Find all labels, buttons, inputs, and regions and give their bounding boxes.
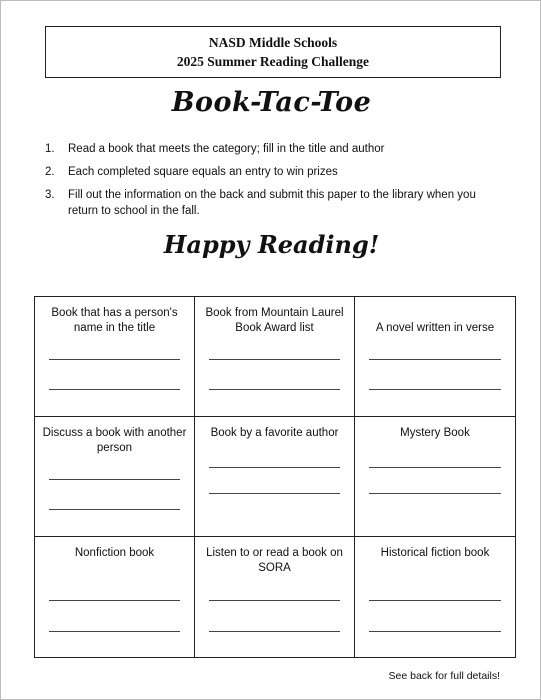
author-entry-line[interactable] bbox=[49, 631, 180, 632]
grid-cell bbox=[355, 537, 515, 657]
author-entry-line[interactable] bbox=[209, 631, 340, 632]
cell-category: Listen to or read a book on SORA bbox=[206, 547, 343, 574]
footer-note: See back for full details! bbox=[388, 670, 500, 682]
title-entry-line[interactable] bbox=[209, 600, 340, 601]
grid-cell bbox=[195, 417, 355, 537]
grid-cell bbox=[355, 297, 515, 417]
instruction-text: Each completed square equals an entry to win prizes bbox=[68, 166, 338, 178]
instruction-text: Read a book that meets the category; fill in the title and author bbox=[68, 143, 385, 155]
title-entry-line[interactable] bbox=[209, 467, 340, 468]
cell-category: A novel written in verse bbox=[375, 322, 495, 334]
grid-cell bbox=[35, 297, 195, 417]
title-entry-line[interactable] bbox=[369, 359, 501, 360]
instructions-list bbox=[41, 142, 501, 227]
author-entry-line[interactable] bbox=[49, 389, 180, 390]
cell-category: Historical fiction book bbox=[380, 547, 490, 559]
cell-category: Book from Mountain Laurel Book Award list bbox=[205, 307, 344, 334]
instruction-item bbox=[41, 165, 501, 181]
tic-tac-toe-grid bbox=[34, 296, 516, 658]
instruction-number: 3. bbox=[45, 189, 55, 201]
grid-cell bbox=[35, 537, 195, 657]
header-line-1: NASD Middle Schools bbox=[208, 35, 338, 50]
header-line-2: 2025 Summer Reading Challenge bbox=[176, 54, 370, 69]
author-entry-line[interactable] bbox=[209, 493, 340, 494]
grid-cell bbox=[35, 417, 195, 537]
instruction-text: Fill out the information on the back and submit this paper to the library when you return to school in the fall. bbox=[68, 189, 476, 217]
instruction-number: 1. bbox=[45, 143, 55, 155]
header-box bbox=[45, 26, 501, 78]
subtitle: Happy Reading! bbox=[163, 230, 380, 259]
cell-category: Nonfiction book bbox=[74, 547, 155, 559]
grid-cell bbox=[355, 417, 515, 537]
title-entry-line[interactable] bbox=[49, 479, 180, 480]
title-entry-line[interactable] bbox=[209, 359, 340, 360]
cell-category: Book that has a person's name in the title bbox=[51, 307, 178, 334]
instruction-item bbox=[41, 142, 501, 158]
title-entry-line[interactable] bbox=[49, 359, 180, 360]
cell-category: Discuss a book with another person bbox=[42, 427, 187, 454]
instruction-item bbox=[41, 188, 501, 219]
grid-cell bbox=[195, 297, 355, 417]
title-entry-line[interactable] bbox=[369, 600, 501, 601]
cell-category: Mystery Book bbox=[400, 427, 470, 439]
author-entry-line[interactable] bbox=[369, 493, 501, 494]
instruction-number: 2. bbox=[45, 166, 55, 178]
author-entry-line[interactable] bbox=[209, 389, 340, 390]
title-entry-line[interactable] bbox=[369, 467, 501, 468]
title-entry-line[interactable] bbox=[49, 600, 180, 601]
grid-cell bbox=[195, 537, 355, 657]
cell-category: Book by a favorite author bbox=[210, 427, 339, 439]
author-entry-line[interactable] bbox=[369, 389, 501, 390]
author-entry-line[interactable] bbox=[369, 631, 501, 632]
page-title: Book-Tac-Toe bbox=[171, 87, 372, 118]
author-entry-line[interactable] bbox=[49, 509, 180, 510]
